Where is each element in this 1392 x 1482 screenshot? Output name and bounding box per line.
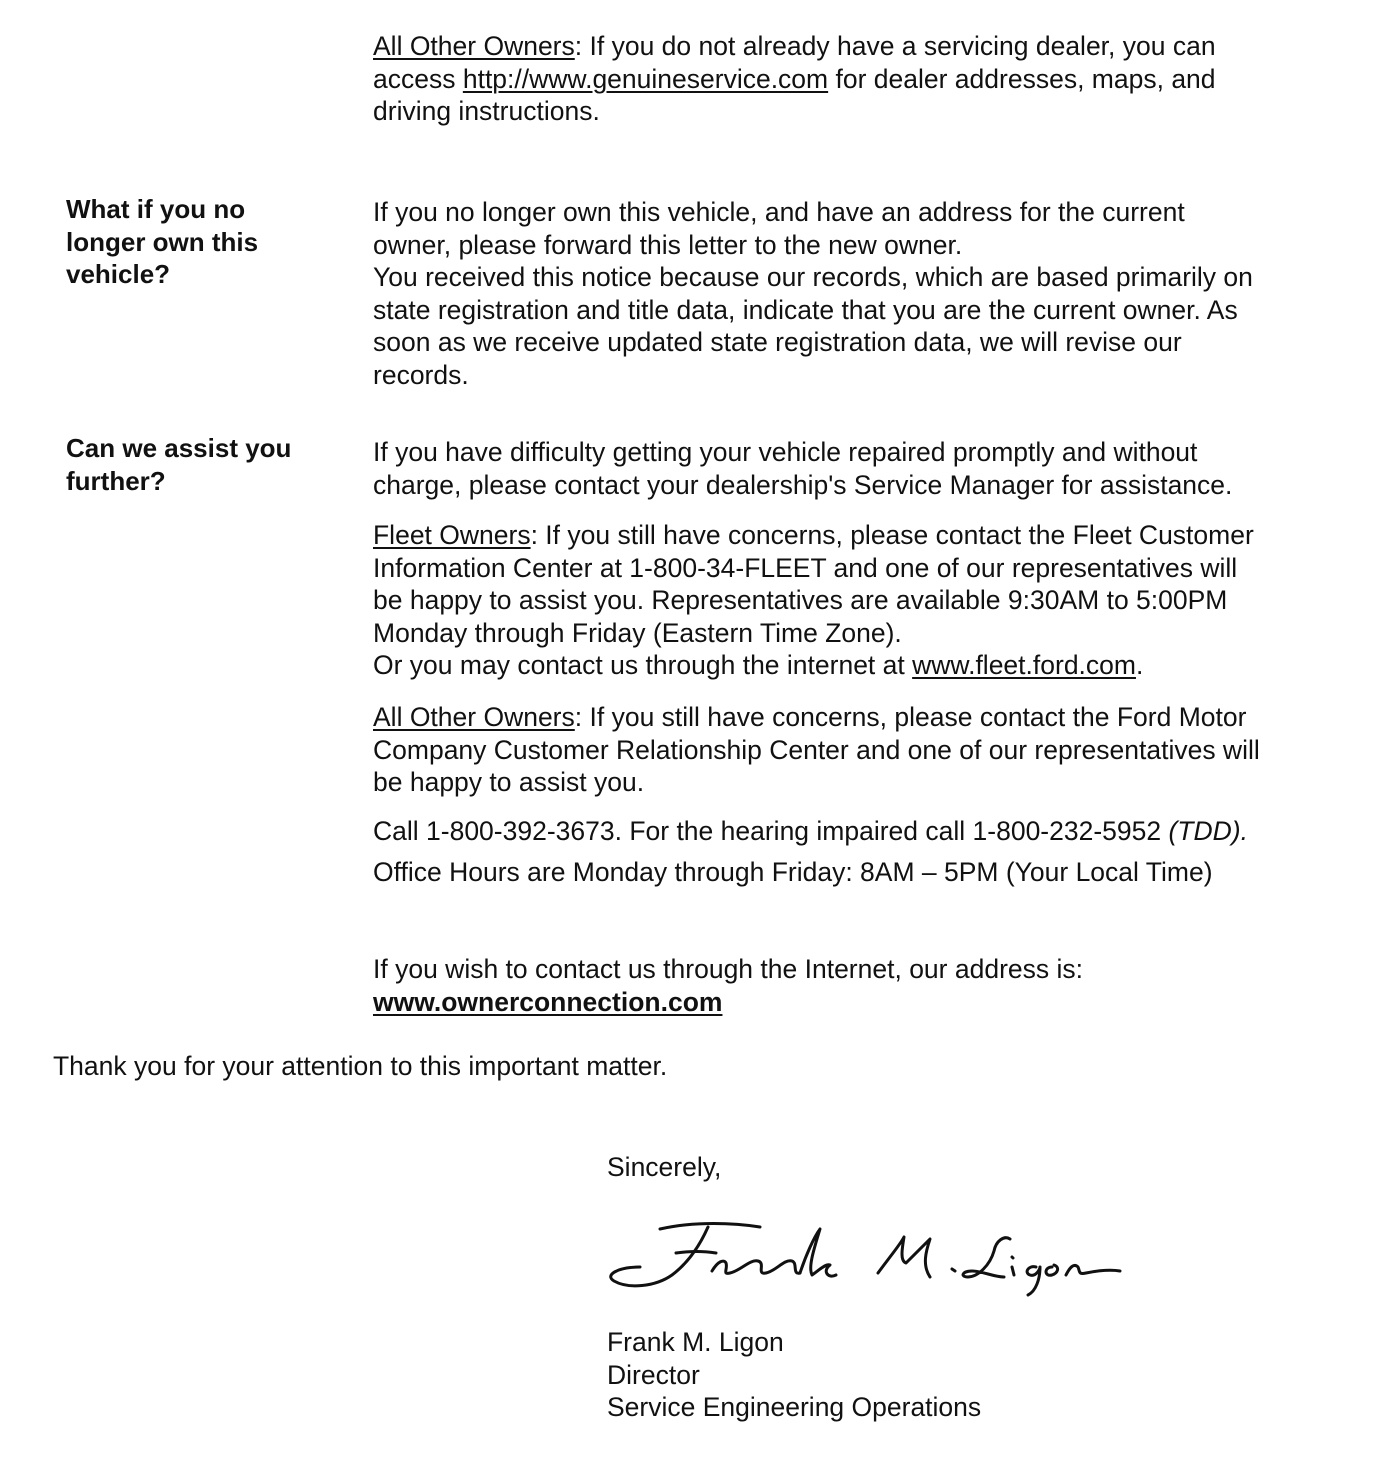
signer-name: Frank M. Ligon	[607, 1327, 784, 1357]
other-owners-label: All Other Owners	[373, 702, 575, 732]
signature-image	[600, 1215, 1140, 1310]
intro-all-other-owners	[373, 30, 1216, 128]
assist-intro: If you have difficulty getting your vehicle repaired promptly and without charge, please contact your dealership's Service Manager for assistance.	[373, 437, 1233, 500]
salutation: Sincerely,	[607, 1152, 722, 1182]
tdd-label: (TDD).	[1168, 816, 1248, 846]
other-owners-line-1: All Other Owners: If you still have concerns, please contact the Ford Motor	[373, 702, 1247, 732]
signature-block	[607, 1326, 981, 1424]
signer-department: Service Engineering Operations	[607, 1392, 982, 1422]
intro-line-1: All Other Owners: If you do not already have a servicing dealer, you can	[373, 31, 1216, 61]
fleet-ford-link[interactable]: www.fleet.ford.com	[912, 650, 1136, 680]
fleet-owners-label: Fleet Owners	[373, 520, 531, 550]
signer-title: Director	[607, 1359, 700, 1390]
internet-contact: If you wish to contact us through the Internet, our address is: www.ownerconnection.com	[373, 954, 1084, 1017]
fleet-internet-line: Or you may contact us through the internet at www.fleet.ford.com.	[373, 650, 1144, 680]
intro-owners-label: All Other Owners	[373, 31, 575, 61]
fleet-owners-section: Fleet Owners: If you still have concerns, please contact the Fleet Customer Information Center at 1-800-34-FLEET and one of our representatives will be happy to assist you. Representatives are available 9:30AM to 5:00PM Monday through Friday (Eastern Time Zone). Or you may contact us through the internet at www.fleet.ford.com.	[373, 520, 1254, 680]
question-no-longer-own: What if you no longer own this vehicle?	[66, 194, 259, 289]
ownerconnection-link[interactable]: www.ownerconnection.com	[373, 986, 723, 1017]
intro-line-2: access http://www.genuineservice.com for dealer addresses, maps, and	[373, 63, 1216, 94]
other-owners-section: All Other Owners: If you still have concerns, please contact the Ford Motor Company Customer Relationship Center and one of our representatives will be happy to assist you.	[373, 702, 1260, 797]
genuineservice-link[interactable]: http://www.genuineservice.com	[462, 63, 829, 94]
office-hours: Office Hours are Monday through Friday: 8AM – 5PM (Your Local Time)	[373, 857, 1213, 887]
call-line: Call 1-800-392-3673. For the hearing impaired call 1-800-232-5952 (TDD).	[373, 816, 1248, 846]
fleet-line-1: Fleet Owners: If you still have concerns, please contact the Fleet Customer	[373, 520, 1254, 550]
question-assist-further: Can we assist you further?	[66, 433, 292, 496]
answer-no-longer-own: If you no longer own this vehicle, and have an address for the current owner, please forward this letter to the new owner. You received this notice because our records, which are based primarily on state registration and title data, indicate that you are the current owner. As soon as we receive updated state registration data, we will revise our records.	[373, 197, 1253, 390]
thanks-line: Thank you for your attention to this important matter.	[53, 1051, 668, 1081]
intro-line-3: driving instructions.	[373, 96, 600, 126]
